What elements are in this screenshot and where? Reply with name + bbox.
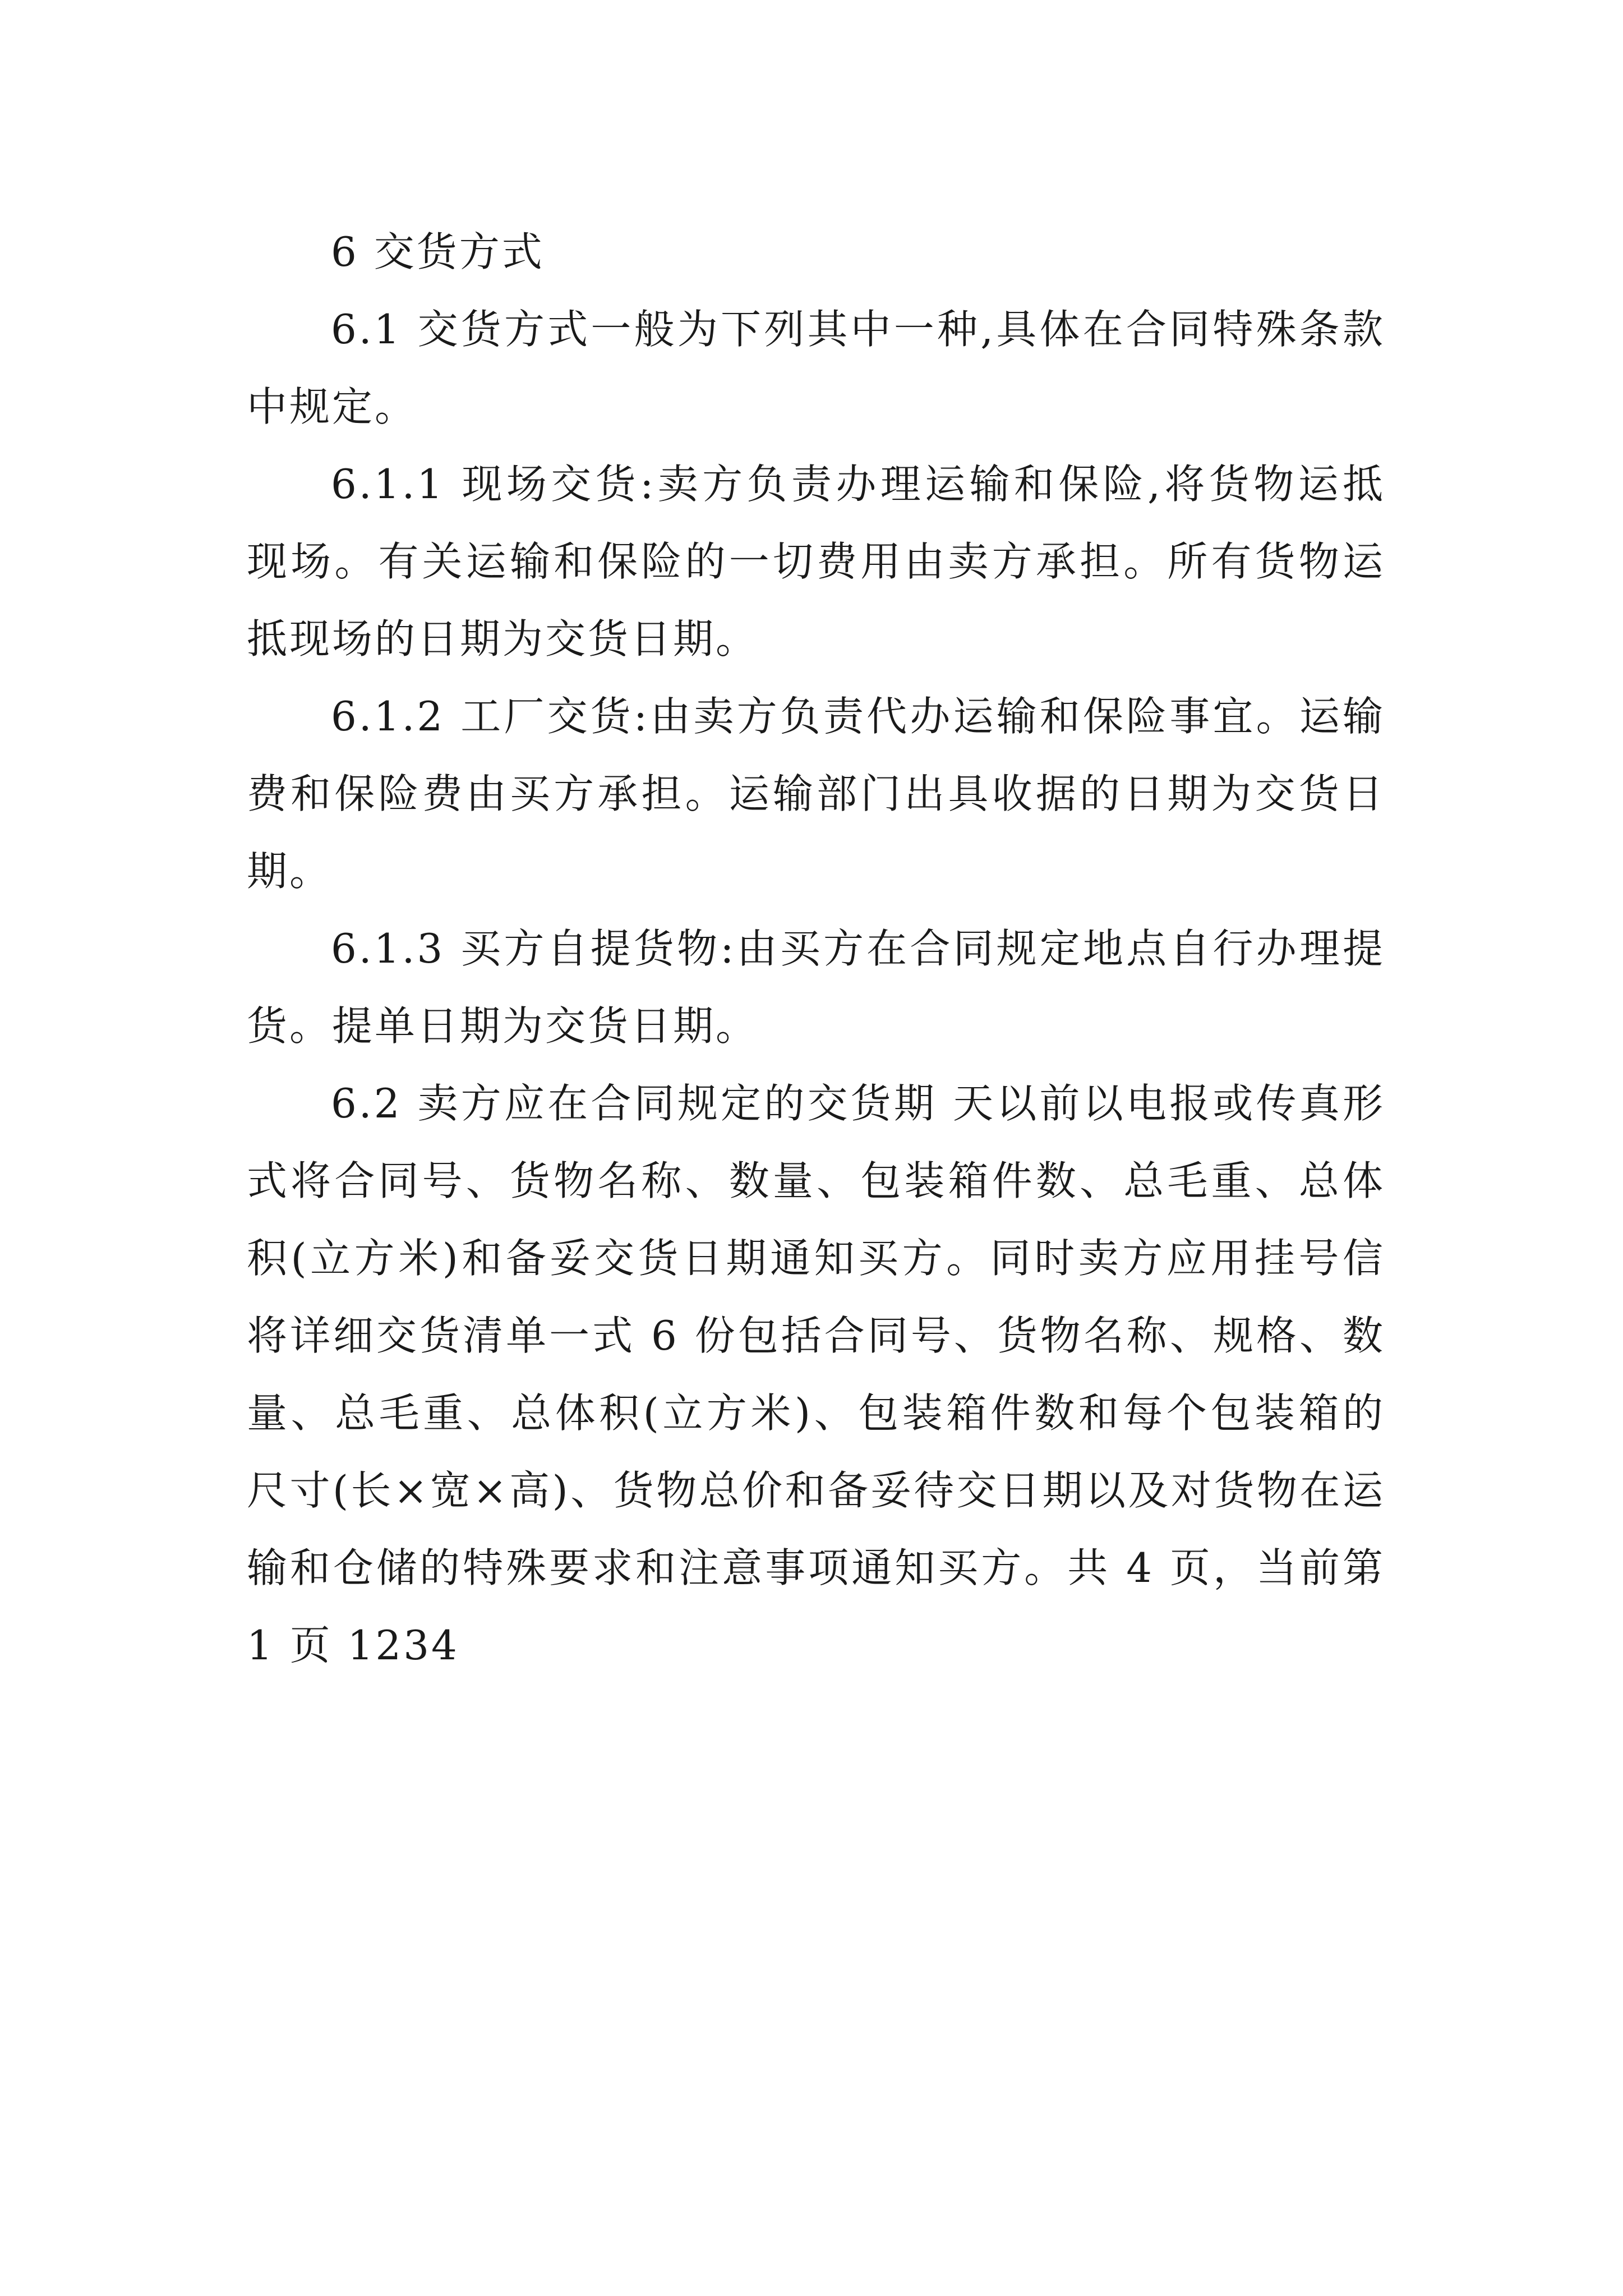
paragraph-6-1-2: 6.1.2 工厂交货:由卖方负责代办运输和保险事宜。运输费和保险费由买方承担。运输部门出具收据的日期为交货日期。	[247, 693, 1385, 895]
paragraph-6-2: 6.2 卖方应在合同规定的交货期 天以前以电报或传真形式将合同号、货物名称、数量、包装箱件数、总毛重、总体积(立方米)和备妥交货日期通知买方。同时卖方应用挂号信将详细交货清单一式 6 份包括合同号、货物名称、规格、数量、总毛重、总体积(立方米)、包装箱件数和每个包装箱的尺寸(长×宽×高)、货物总价和备妥待交日期以及对货物在运输和仓储的特殊要求和注意事项通知买方。共 4 页，当前第 1 页 1234	[247, 1080, 1385, 1669]
paragraph-6-1-3: 6.1.3 买方自提货物:由买方在合同规定地点自行办理提货。提单日期为交货日期。	[247, 925, 1385, 1050]
paragraph-6-1-1: 6.1.1 现场交货:卖方负责办理运输和保险,将货物运抵现场。有关运输和保险的一切费用由卖方承担。所有货物运抵现场的日期为交货日期。	[247, 461, 1385, 662]
document-body	[247, 213, 1385, 1684]
paragraph-6-1: 6.1 交货方式一般为下列其中一种,具体在合同特殊条款中规定。	[247, 306, 1385, 430]
section-heading: 6 交货方式	[331, 228, 545, 275]
